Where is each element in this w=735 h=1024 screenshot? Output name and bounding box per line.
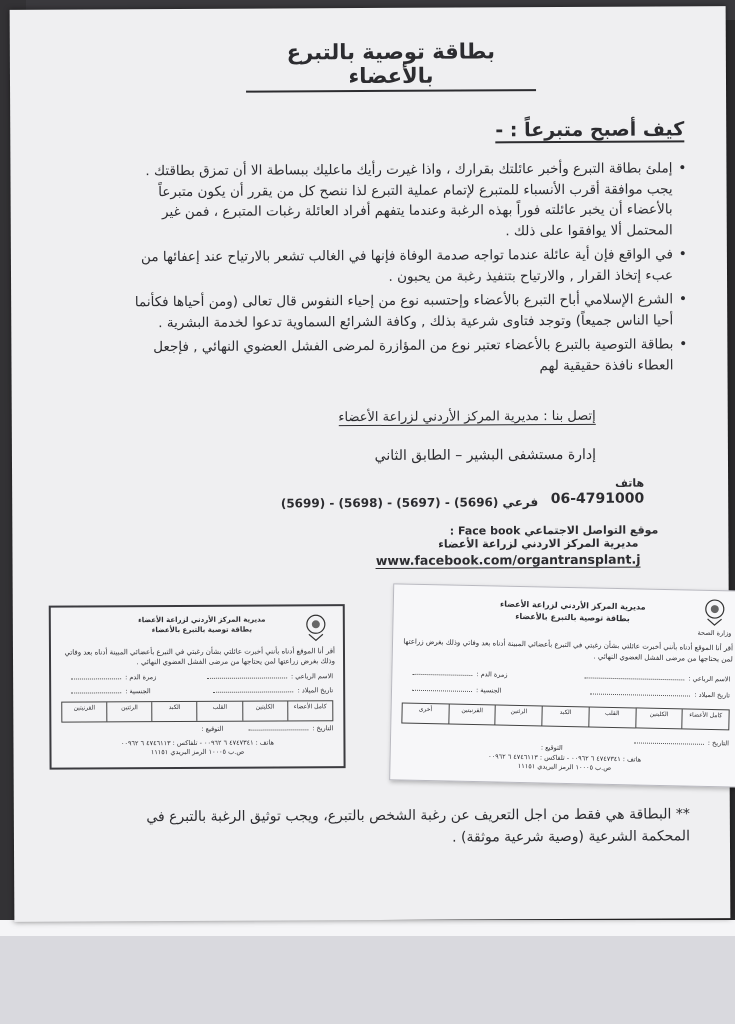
jordan-emblem-icon [701, 597, 728, 628]
jordan-emblem-icon [303, 612, 329, 642]
dob-field [590, 688, 730, 699]
contact-address: إدارة مستشفى البشير – الطابق الثاني [374, 446, 596, 464]
name-field [584, 672, 730, 683]
blood-field [71, 673, 156, 681]
card-phone-line: هاتف : ٤٧٤٧٣٤١ ٦ ٠٠٩٦٢ - تلفاكس : ٤٧٤٦١١٣ ٦ ٠٠٩٦٢ [121, 738, 274, 748]
list-item: • إملئ بطاقة التبرع وأخبر عائلتك بقرارك ، واذا غيرت رأيك ماعليك ببساطة الا أن تمزق بطاقتك . يجب موافقة أقرب الأنسباء للمتبرع لإتمام عملية التبرع لذا ننصح كل من يقرر أن يكون متبرعاً بالأعضاء أن يخبر عائلته فوراً بهذه الرغبة وعندما يتفهم أفراد العائلة رغبات المتبرع ، فمن غير المحتمل ألا يوافقوا على ذلك . [118, 158, 672, 243]
date-field [634, 737, 729, 747]
blood-field [412, 669, 507, 679]
nationality-label: الجنسية : [475, 686, 502, 695]
organ-cell: الكليتين [242, 701, 287, 720]
list-item: • في الواقع فإن أية عائلة عندما تواجه صدمة الوفاة فإنها في الغالب تشعر بالارتياح عند إعفائها من عبء إتخاذ القرار , والارتياح بتنفيذ رغبة من يحبون . [119, 244, 673, 288]
signature-label: التوقيع : [540, 743, 563, 752]
card-header [453, 598, 691, 627]
organ-cell: الكبد [541, 706, 588, 726]
background-bottom [0, 936, 735, 1024]
organ-cell: كامل الأعضاء [682, 709, 729, 729]
nationality-label: الجنسية : [125, 687, 151, 696]
ministry-label: وزارة الصحة [697, 628, 732, 638]
card-title: بطاقة توصية بالتبرع بالأعضاء [151, 625, 252, 635]
date-label: التاريخ : [312, 724, 334, 733]
organ-cell: القرنيتين [73, 704, 96, 712]
card-declaration: أقر أنا الموقع أدناه بأنني أخبرت عائلتي بشأن رغبتي في التبرع بأعضائي المبينة أدناه بعد وفاتي وذلك بغرض زراعتها لمن يحتاجها من مرضى الفشل العضوي النهائي . [403, 637, 734, 664]
page-title: بطاقة توصية بالتبرع بالأعضاء [246, 39, 536, 93]
name-field [207, 672, 333, 681]
nationality-field [412, 685, 502, 695]
organ-cell: القلب [197, 702, 242, 721]
organ-cell: كامل الأعضاء [287, 701, 332, 720]
card-po-line: ص.ب ١٠٠٠٥ الرمز البريدي ١١١٥١ [517, 761, 612, 772]
phone-number: 06-4791000 [550, 490, 645, 508]
name-label: الاسم الرباعي : [688, 674, 731, 684]
social-page-name: مديرية المركز الاردني لزراعة الأعضاء [438, 536, 639, 551]
organ-cell: أخرى [418, 705, 433, 714]
date-field [248, 724, 333, 732]
card-footer [61, 738, 333, 757]
social-heading: موقع التواصل الاجتماعي Face book : [449, 523, 659, 538]
name-label: الاسم الرباعي : [291, 672, 334, 681]
organ-cell: الرئتين [106, 702, 151, 721]
signature-label: التوقيع : [201, 724, 224, 733]
nationality-field [71, 687, 150, 695]
signature-field [541, 743, 563, 751]
organs-table [61, 700, 333, 722]
organs-table [401, 703, 729, 731]
document-page [10, 6, 734, 922]
phone-label: هاتف [615, 476, 645, 490]
dob-label: تاريخ الميلاد : [694, 690, 731, 700]
organ-cell: الكبد [152, 702, 197, 721]
legal-note: ** البطاقة هي فقط من اجل التعريف عن رغبة الشخص بالتبرع، ويجب توثيق الرغبة بالتبرع في المحكمة الشرعية (وصية شرعية موثقة) . [146, 806, 690, 846]
donor-card-right [389, 583, 735, 787]
card-declaration: أقر أنا الموقع أدناه بأنني أخبرت عائلتي بشأن رغبتي في التبرع بأعضائي المبينة أدناه بعد وفاتي وذلك بغرض زراعتها لمن يحتاجها من مرضى الفشل العضوي النهائي . [64, 647, 336, 667]
blood-label: زمرة الدم : [476, 670, 508, 679]
contact-heading: إتصل بنا : مديرية المركز الأردني لزراعة الأعضاء [338, 408, 596, 426]
card-org: مديرية المركز الأردني لزراعة الأعضاء [138, 615, 266, 625]
blood-label: زمرة الدم : [125, 673, 157, 682]
donor-card-left [49, 604, 346, 770]
list-item: • الشرع الإسلامي أباح التبرع بالأعضاء وإحتسبه نوع من إحياء النفوس قال تعالى (ومن أحياها فكأنما أحيا الناس جميعاً) وتوجد فتاوى شرعية بذلك , وكافة الشرائع السماوية تدعوا لخدمة البشرية . [119, 289, 673, 333]
facebook-link[interactable]: www.facebook.com/organtransplant.j [375, 551, 641, 568]
dob-field [214, 686, 334, 695]
organ-cell: الرئتين [495, 705, 542, 725]
card-po-line: ص.ب ١٠٠٠٥ الرمز البريدي ١١١٥١ [150, 747, 245, 757]
organ-cell: القلب [588, 707, 635, 727]
organ-cell: القرنيتين [448, 705, 495, 725]
section-heading: كيف أصبح متبرعاً : - [495, 118, 685, 142]
date-label: التاريخ : [707, 738, 730, 748]
instructions-list [118, 158, 687, 382]
paper-edge [0, 920, 735, 936]
phone-extensions: فرعي (5696) - (5697) - (5698) - (5699) [280, 495, 539, 511]
list-item: • بطاقة التوصية بالتبرع بالأعضاء تعتبر نوع من المؤازرة لمرضى الفشل العضوي النهائي , فإجعل العطاء نافذة حقيقية لهم [119, 334, 673, 378]
organ-cell: الكليتين [635, 708, 682, 728]
card-org: مديرية المركز الأردني لزراعة الأعضاء [499, 599, 646, 612]
card-title: بطاقة توصية بالتبرع بالأعضاء [515, 611, 630, 624]
card-phone-line: هاتف : ٤٧٤٧٣٤١ ٦ ٠٠٩٦٢ - تلفاكس : ٤٧٤٦١١٣ ٦ ٠٠٩٦٢ [488, 752, 642, 764]
signature-field [201, 725, 223, 733]
dob-label: تاريخ الميلاد : [297, 686, 334, 695]
card-header [111, 614, 293, 635]
card-footer [400, 751, 728, 776]
